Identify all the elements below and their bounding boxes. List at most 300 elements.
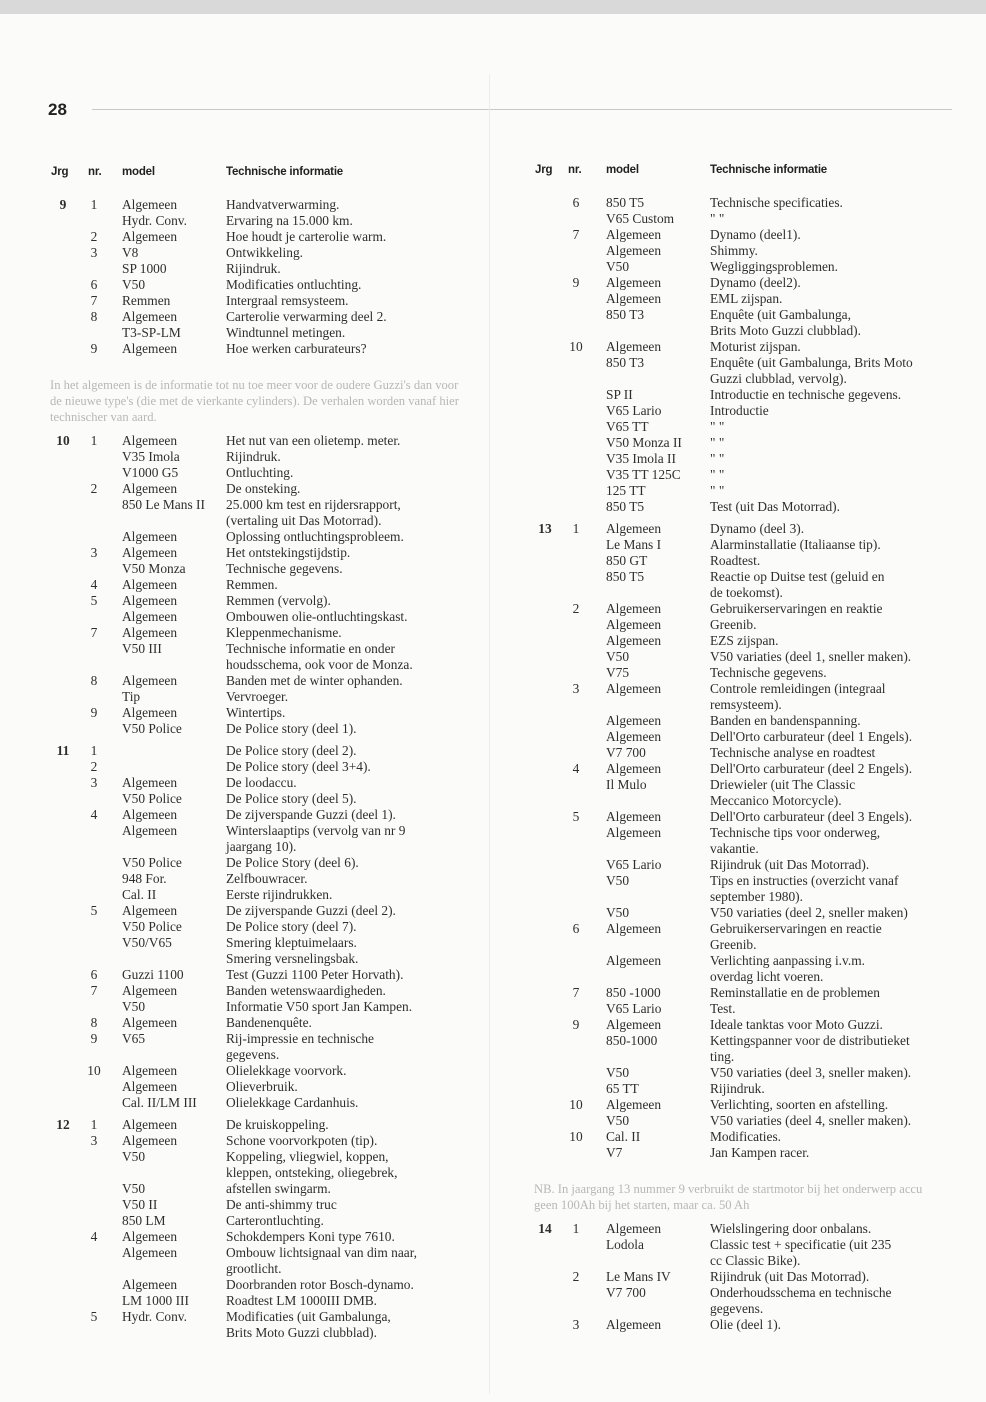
cell-jrg	[48, 325, 78, 341]
cell-model: T3-SP-LM	[122, 325, 181, 340]
cell-nr	[78, 1095, 110, 1111]
cell-nr: 10	[569, 1129, 583, 1144]
cell-nr	[78, 823, 110, 855]
cell-model: V50	[122, 277, 146, 292]
cell-model: Algemeen	[122, 1133, 178, 1148]
cell-jrg	[532, 649, 558, 665]
cell-nr: 2	[572, 1269, 580, 1284]
cell-model: Remmen	[122, 293, 171, 308]
cell-jrg	[48, 465, 78, 481]
cell-nr: 5	[90, 593, 98, 608]
cell-info: Remmen (vervolg).	[226, 593, 331, 608]
cell-jrg	[48, 1277, 78, 1293]
cell-model: SP 1000	[122, 261, 167, 276]
cell-model: Guzzi 1100	[122, 967, 184, 982]
table-row	[48, 871, 488, 887]
cell-jrg	[48, 673, 78, 689]
cell-model: V1000 G5	[122, 465, 179, 480]
cell-nr: 2	[90, 229, 98, 244]
cell-jrg	[532, 403, 558, 419]
cell-jrg	[532, 1129, 558, 1145]
cell-nr: 8	[90, 309, 98, 324]
header-info: Technische informatie	[226, 166, 344, 178]
cell-info: Schokdempers Koni type 7610.	[226, 1229, 395, 1244]
cell-jrg	[532, 985, 558, 1001]
cell-jrg	[532, 451, 558, 467]
cell-jrg: 9	[59, 197, 67, 212]
cell-jrg	[532, 761, 558, 777]
table-row	[48, 689, 488, 705]
cell-model: V50	[606, 873, 630, 888]
cell-nr: 1	[90, 197, 98, 212]
cell-info: Hoe houdt je carterolie warm.	[226, 229, 387, 244]
cell-nr: 6	[90, 277, 98, 292]
cell-info: De Police story (deel 3+4).	[226, 759, 371, 774]
cell-model: Algemeen	[606, 291, 662, 306]
cell-nr	[558, 1285, 594, 1317]
cell-model: Algemeen	[122, 1245, 178, 1260]
cell-model: 850 Le Mans II	[122, 497, 205, 512]
cell-jrg	[48, 1229, 78, 1245]
table-row	[48, 1031, 488, 1063]
cell-jrg	[532, 339, 558, 355]
cell-nr	[558, 713, 594, 729]
cell-model: 850 T5	[606, 195, 645, 210]
cell-jrg	[532, 665, 558, 681]
cell-nr	[558, 953, 594, 985]
cell-info: Schone voorvorkpoten (tip).	[226, 1133, 378, 1148]
cell-nr	[558, 857, 594, 873]
cell-nr: 3	[90, 245, 98, 260]
cell-nr: 10	[569, 1097, 583, 1112]
cell-info: De zijverspande Guzzi (deel 2).	[226, 903, 396, 918]
table-row	[532, 1001, 972, 1017]
cell-nr: 1	[90, 433, 98, 448]
table-row	[532, 857, 972, 873]
table-row	[532, 1065, 972, 1081]
cell-jrg	[48, 999, 78, 1015]
cell-jrg	[48, 1213, 78, 1229]
cell-model: Le Mans I	[606, 537, 662, 552]
cell-model: V7	[606, 1145, 623, 1160]
cell-model: Algemeen	[122, 1015, 178, 1030]
table-row	[532, 1221, 972, 1237]
cell-nr	[78, 1197, 110, 1213]
cell-info: Rijindruk (uit Das Motorrad).	[710, 857, 870, 872]
cell-jrg	[48, 1181, 78, 1197]
cell-model: V50 III	[122, 641, 162, 656]
cell-jrg	[48, 641, 78, 673]
cell-nr	[78, 609, 110, 625]
cell-info: EML zijspan.	[710, 291, 783, 306]
cell-info: Hoe werken carburateurs?	[226, 341, 367, 356]
cell-info: Jan Kampen racer.	[710, 1145, 810, 1160]
cell-info: Banden en bandenspanning.	[710, 713, 861, 728]
cell-model: V50	[606, 905, 630, 920]
cell-info: Modificaties.	[710, 1129, 782, 1144]
cell-info: Shimmy.	[710, 243, 758, 258]
cell-nr	[78, 935, 110, 967]
table-row	[48, 625, 488, 641]
cell-jrg	[48, 1015, 78, 1031]
cell-model: V7 700	[606, 745, 646, 760]
cell-nr	[558, 649, 594, 665]
center-gutter	[489, 74, 490, 1394]
cell-nr	[558, 451, 594, 467]
table-row	[48, 1213, 488, 1229]
cell-model: Algemeen	[606, 1017, 662, 1032]
cell-info: " "	[710, 211, 725, 226]
cell-info: Dell'Orto carburateur (deel 2 Engels).	[710, 761, 913, 776]
left-table-body	[48, 197, 488, 1353]
cell-info: Test (uit Das Motorrad).	[710, 499, 840, 514]
table-row	[48, 197, 488, 213]
cell-model: 850 T3	[606, 307, 645, 322]
cell-model: V50	[606, 1065, 630, 1080]
cell-info: Winterslaaptips (vervolg van nr 9 jaargang 10).	[226, 823, 406, 854]
table-row	[532, 275, 972, 291]
table-row	[532, 419, 972, 435]
cell-model: Algemeen	[122, 481, 178, 496]
cell-jrg	[48, 1309, 78, 1341]
cell-nr	[558, 259, 594, 275]
cell-jrg	[48, 497, 78, 529]
cell-model: Algemeen	[606, 953, 662, 968]
table-row	[48, 999, 488, 1015]
cell-jrg	[48, 277, 78, 293]
cell-model: Algemeen	[122, 593, 178, 608]
cell-model: Hydr. Conv.	[122, 213, 187, 228]
cell-info: " "	[710, 467, 725, 482]
cell-nr: 7	[572, 227, 580, 242]
left-column	[48, 166, 488, 1353]
cell-info: Handvatverwarming.	[226, 197, 340, 212]
cell-nr: 3	[90, 775, 98, 790]
cell-jrg	[532, 1081, 558, 1097]
cell-info: De zijverspande Guzzi (deel 1).	[226, 807, 396, 822]
cell-nr	[558, 569, 594, 601]
table-row	[532, 905, 972, 921]
cell-jrg	[532, 1269, 558, 1285]
cell-model: Algemeen	[122, 705, 178, 720]
cell-info: Reactie op Duitse test (geluid en de toekomst).	[710, 569, 885, 600]
cell-model: Algemeen	[122, 1277, 178, 1292]
cell-model: Algemeen	[122, 983, 178, 998]
cell-nr	[558, 243, 594, 259]
cell-jrg	[48, 261, 78, 277]
cell-info: Tips en instructies (overzicht vanaf september 1980).	[710, 873, 899, 904]
cell-jrg	[532, 745, 558, 761]
cell-info: Smering kleptuimelaars. Smering versnelingsbak.	[226, 935, 359, 966]
cell-nr	[558, 1113, 594, 1129]
table-row	[48, 577, 488, 593]
cell-nr	[558, 665, 594, 681]
cell-nr: 4	[572, 761, 580, 776]
table-row	[48, 545, 488, 561]
cell-nr: 3	[572, 681, 580, 696]
cell-model: Algemeen	[606, 825, 662, 840]
table-row	[48, 1293, 488, 1309]
cell-model: Algemeen	[122, 529, 178, 544]
cell-nr: 6	[572, 195, 580, 210]
cell-info: Controle remleidingen (integraal remsysteem).	[710, 681, 886, 712]
table-row	[48, 1181, 488, 1197]
cell-jrg: 11	[56, 743, 70, 758]
cell-info: Modificaties (uit Gambalunga, Brits Moto Guzzi clubblad).	[226, 1309, 391, 1340]
block-spacer	[532, 1161, 972, 1173]
cell-jrg: 12	[56, 1117, 70, 1132]
cell-info: Banden met de winter ophanden.	[226, 673, 403, 688]
cell-nr	[558, 1145, 594, 1161]
cell-jrg	[48, 449, 78, 465]
cell-model: Le Mans IV	[606, 1269, 671, 1284]
cell-jrg	[532, 681, 558, 713]
cell-nr	[558, 211, 594, 227]
right-column	[532, 164, 972, 1345]
cell-info: Modificaties ontluchting.	[226, 277, 362, 292]
cell-model: Algemeen	[606, 243, 662, 258]
cell-model: Cal. II/LM III	[122, 1095, 197, 1110]
cell-nr	[78, 721, 110, 737]
table-row	[532, 729, 972, 745]
cell-model: Cal. II	[122, 887, 157, 902]
table-row	[48, 481, 488, 497]
cell-info: Olielekkage voorvork.	[226, 1063, 347, 1078]
cell-info: EZS zijspan.	[710, 633, 779, 648]
table-row	[532, 777, 972, 809]
cell-info: Rijindruk.	[710, 1081, 765, 1096]
cell-nr	[558, 291, 594, 307]
cell-info: Olie (deel 1).	[710, 1317, 782, 1332]
table-row	[48, 983, 488, 999]
cell-nr	[558, 1081, 594, 1097]
cell-model: Algemeen	[122, 823, 178, 838]
cell-nr: 7	[90, 983, 98, 998]
cell-model: 850 LM	[122, 1213, 166, 1228]
cell-nr: 7	[90, 625, 98, 640]
cell-model: V7 700	[606, 1285, 646, 1300]
cell-model: Algemeen	[122, 1229, 178, 1244]
table-row	[532, 211, 972, 227]
cell-model: 125 TT	[606, 483, 646, 498]
cell-info: Wegliggingsproblemen.	[710, 259, 838, 274]
cell-nr	[78, 325, 110, 341]
cell-model: 850 T5	[606, 499, 645, 514]
cell-nr	[78, 1277, 110, 1293]
cell-jrg	[532, 1317, 558, 1333]
cell-info: Koppeling, vliegwiel, koppen, kleppen, ontsteking, oliegebrek,	[226, 1149, 398, 1180]
cell-jrg	[532, 355, 558, 387]
table-row	[48, 887, 488, 903]
cell-info: De anti-shimmy truc	[226, 1197, 337, 1212]
cell-jrg	[48, 341, 78, 357]
table-row	[532, 483, 972, 499]
cell-info: Ervaring na 15.000 km.	[226, 213, 353, 228]
cell-model: V50 Monza II	[606, 435, 682, 450]
cell-model: Algemeen	[122, 1079, 178, 1094]
cell-nr	[558, 537, 594, 553]
table-row	[48, 433, 488, 449]
table-header	[48, 166, 488, 188]
cell-nr	[558, 873, 594, 905]
table-row	[532, 467, 972, 483]
cell-jrg	[48, 721, 78, 737]
table-row	[48, 759, 488, 775]
cell-model: V50	[606, 1113, 630, 1128]
table-row	[48, 807, 488, 823]
cell-jrg	[48, 855, 78, 871]
cell-jrg	[48, 775, 78, 791]
cell-info: Rijindruk.	[226, 449, 281, 464]
cell-model: V50	[122, 999, 146, 1014]
cell-jrg	[48, 213, 78, 229]
table-row	[48, 1229, 488, 1245]
cell-model: V8	[122, 245, 139, 260]
cell-model: V75	[606, 665, 630, 680]
table-row	[48, 325, 488, 341]
table-row	[48, 855, 488, 871]
cell-nr	[558, 633, 594, 649]
cell-nr: 7	[572, 985, 580, 1000]
cell-jrg	[532, 275, 558, 291]
table-row	[532, 451, 972, 467]
cell-jrg	[532, 569, 558, 601]
cell-model: V50	[122, 1181, 146, 1196]
cell-jrg	[532, 1065, 558, 1081]
table-row	[48, 743, 488, 759]
cell-model: V50/V65	[122, 935, 172, 950]
cell-info: Doorbranden rotor Bosch-dynamo.	[226, 1277, 414, 1292]
cell-jrg	[48, 1245, 78, 1277]
table-row	[532, 435, 972, 451]
cell-nr	[78, 465, 110, 481]
cell-model: Algemeen	[122, 545, 178, 560]
cell-nr: 9	[572, 275, 580, 290]
cell-info: Carterontluchting.	[226, 1213, 324, 1228]
cell-info: Alarminstallatie (Italiaanse tip).	[710, 537, 881, 552]
cell-model: Algemeen	[606, 275, 662, 290]
cell-info: Technische gegevens.	[710, 665, 827, 680]
cell-model: V50 Police	[122, 919, 182, 934]
cell-nr: 1	[90, 1117, 98, 1132]
table-row	[48, 1197, 488, 1213]
cell-info: Greenib.	[710, 617, 757, 632]
cell-model	[110, 743, 226, 759]
table-row	[48, 277, 488, 293]
cell-info: " "	[710, 483, 725, 498]
table-header	[532, 164, 972, 186]
table-row	[48, 721, 488, 737]
cell-nr	[78, 871, 110, 887]
cell-nr	[78, 1079, 110, 1095]
cell-model: Algemeen	[606, 1097, 662, 1112]
cell-nr	[78, 855, 110, 871]
cell-nr: 9	[90, 705, 98, 720]
cell-jrg	[532, 905, 558, 921]
table-row	[48, 705, 488, 721]
cell-jrg	[532, 857, 558, 873]
table-row	[532, 953, 972, 985]
cell-nr: 1	[572, 1221, 580, 1236]
cell-jrg	[48, 1133, 78, 1149]
table-row	[532, 1017, 972, 1033]
cell-info: Het nut van een olietemp. meter.	[226, 433, 401, 448]
cell-nr	[558, 1001, 594, 1017]
cell-model: Algemeen	[122, 673, 178, 688]
cell-nr	[78, 919, 110, 935]
cell-nr: 8	[90, 673, 98, 688]
cell-model: Algemeen	[122, 625, 178, 640]
cell-nr	[558, 387, 594, 403]
table-row	[48, 293, 488, 309]
table-row	[48, 1063, 488, 1079]
cell-nr	[78, 1293, 110, 1309]
cell-jrg	[48, 935, 78, 967]
table-row	[532, 1317, 972, 1333]
cell-model: V50 Monza	[122, 561, 186, 576]
table-row	[48, 1117, 488, 1133]
cell-nr	[558, 307, 594, 339]
cell-nr: 3	[90, 1133, 98, 1148]
block-spacer	[48, 357, 488, 369]
cell-model: Algemeen	[122, 341, 178, 356]
cell-nr	[558, 467, 594, 483]
header-rule	[92, 109, 952, 110]
cell-model: Algemeen	[606, 339, 662, 354]
table-row	[532, 681, 972, 713]
table-row	[48, 529, 488, 545]
table-row	[532, 617, 972, 633]
cell-nr	[78, 497, 110, 529]
cell-jrg	[532, 483, 558, 499]
cell-info: Ontluchting.	[226, 465, 294, 480]
table-row	[48, 775, 488, 791]
table-row	[532, 499, 972, 515]
cell-jrg	[532, 825, 558, 857]
cell-model: V65 Lario	[606, 403, 662, 418]
cell-nr	[78, 529, 110, 545]
cell-model: V50 II	[122, 1197, 158, 1212]
cell-jrg	[532, 227, 558, 243]
cell-model: 850 GT	[606, 553, 648, 568]
table-row	[532, 227, 972, 243]
cell-jrg	[532, 1001, 558, 1017]
cell-nr	[558, 499, 594, 515]
cell-jrg	[48, 1095, 78, 1111]
table-row	[48, 1277, 488, 1293]
cell-info: Oplossing ontluchtingsprobleem.	[226, 529, 404, 544]
cell-info: Ombouw lichtsignaal van dim naar, grootlicht.	[226, 1245, 417, 1276]
cell-jrg	[48, 791, 78, 807]
cell-info: Ontwikkeling.	[226, 245, 303, 260]
cell-jrg	[532, 211, 558, 227]
cell-nr: 8	[90, 1015, 98, 1030]
cell-info: De Police story (deel 5).	[226, 791, 357, 806]
cell-model: V50	[606, 259, 630, 274]
cell-model: Algemeen	[122, 775, 178, 790]
table-row	[532, 521, 972, 537]
cell-model: V65 Lario	[606, 857, 662, 872]
cell-model: V35 Imola	[122, 449, 180, 464]
table-row	[48, 641, 488, 673]
cell-nr: 9	[90, 341, 98, 356]
cell-jrg	[48, 481, 78, 497]
header-model: model	[122, 166, 155, 178]
table-row	[48, 823, 488, 855]
table-row	[48, 1095, 488, 1111]
cell-info: De Police story (deel 2).	[226, 743, 357, 758]
cell-jrg	[532, 1113, 558, 1129]
